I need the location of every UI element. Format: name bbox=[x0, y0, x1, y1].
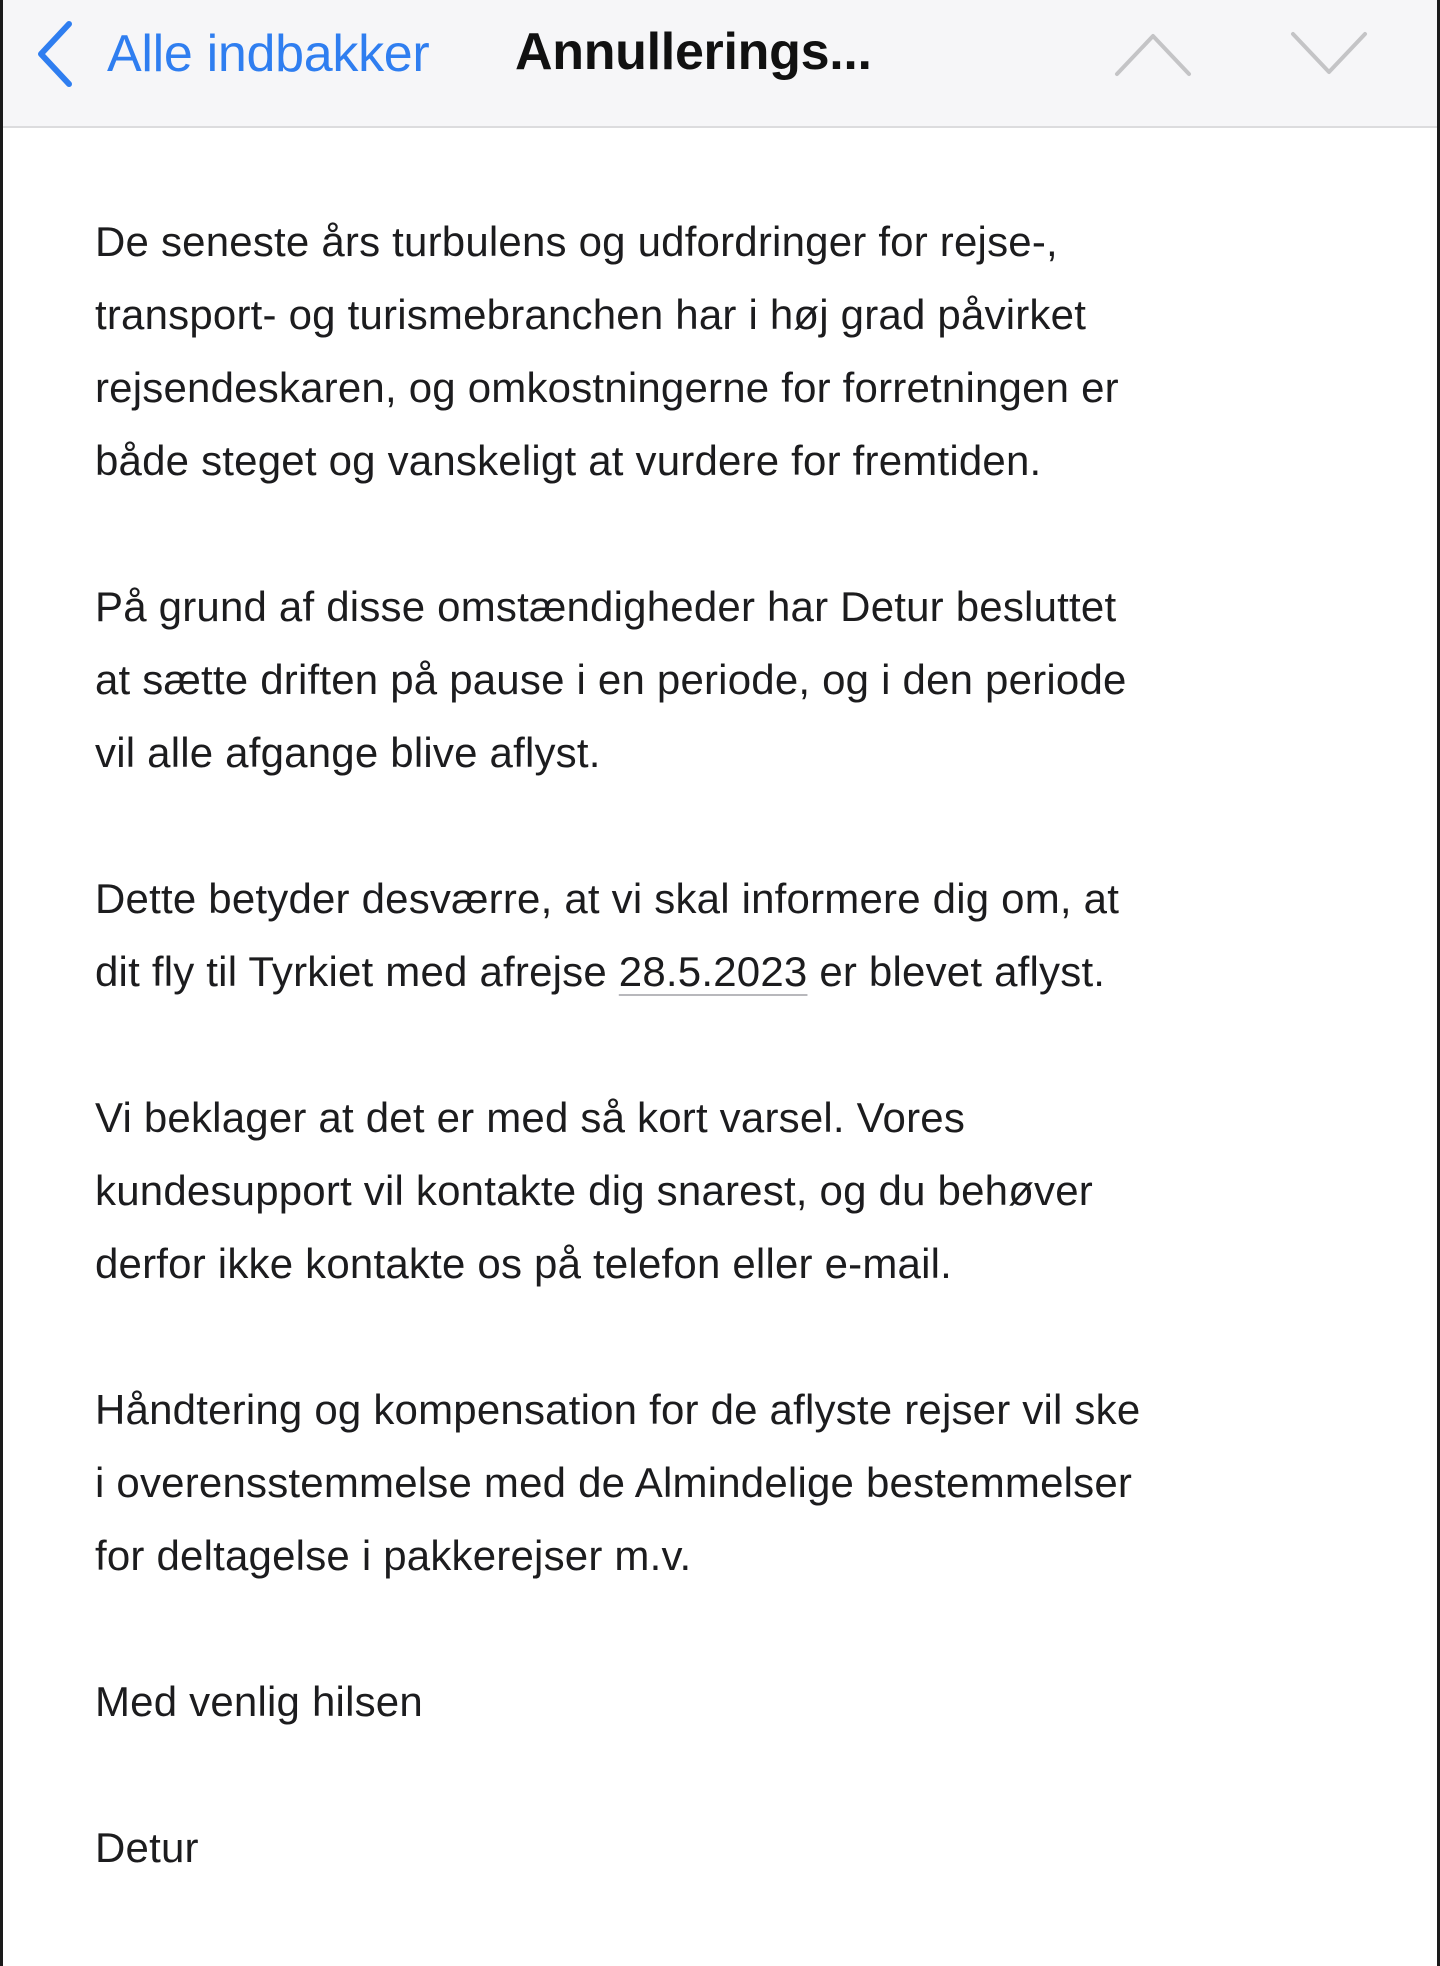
text-fragment: er blevet aflyst. bbox=[807, 948, 1106, 995]
email-closing bbox=[95, 1665, 1395, 1738]
email-signature bbox=[95, 1811, 1395, 1884]
email-subject-title: Annullerings... bbox=[515, 23, 872, 81]
text-line bbox=[95, 935, 1395, 1008]
email-paragraph bbox=[95, 205, 1395, 497]
text-line: i overensstemmelse med de Almindelige bestemmelser bbox=[95, 1459, 1133, 1506]
text-line: Dette betyder desværre, at vi skal informere dig om, at bbox=[95, 875, 1120, 922]
text-line: På grund af disse omstændigheder har Detur besluttet bbox=[95, 583, 1117, 630]
email-paragraph bbox=[95, 570, 1395, 789]
email-paragraph bbox=[95, 862, 1395, 1008]
chevron-left-icon bbox=[33, 18, 79, 90]
text-line: Vi beklager at det er med så kort varsel. Vores bbox=[95, 1094, 966, 1141]
back-to-inboxes-button[interactable] bbox=[33, 18, 429, 90]
email-body bbox=[95, 205, 1395, 1957]
departure-date-link[interactable]: 28.5.2023 bbox=[618, 948, 808, 995]
chevron-up-icon[interactable] bbox=[1113, 28, 1193, 80]
navigation-bar bbox=[3, 0, 1437, 128]
signature-text: Detur bbox=[95, 1824, 199, 1871]
text-line: for deltagelse i pakkerejser m.v. bbox=[95, 1532, 692, 1579]
closing-text: Med venlig hilsen bbox=[95, 1678, 423, 1725]
text-line: transport- og turismebranchen har i høj grad påvirket bbox=[95, 291, 1087, 338]
text-line: rejsendeskaren, og omkostningerne for forretningen er bbox=[95, 364, 1119, 411]
back-label: Alle indbakker bbox=[107, 25, 430, 83]
chevron-down-icon[interactable] bbox=[1289, 28, 1369, 80]
text-line: kundesupport vil kontakte dig snarest, og du behøver bbox=[95, 1167, 1093, 1214]
email-paragraph bbox=[95, 1081, 1395, 1300]
text-line: Håndtering og kompensation for de aflyste rejser vil ske bbox=[95, 1386, 1141, 1433]
text-line: både steget og vanskeligt at vurdere for fremtiden. bbox=[95, 437, 1042, 484]
text-line: De seneste års turbulens og udfordringer for rejse-, bbox=[95, 218, 1058, 265]
text-line: derfor ikke kontakte os på telefon eller e-mail. bbox=[95, 1240, 953, 1287]
text-fragment: dit fly til Tyrkiet med afrejse bbox=[95, 948, 619, 995]
email-paragraph bbox=[95, 1373, 1395, 1592]
text-line: vil alle afgange blive aflyst. bbox=[95, 729, 601, 776]
text-line: at sætte driften på pause i en periode, og i den periode bbox=[95, 656, 1127, 703]
